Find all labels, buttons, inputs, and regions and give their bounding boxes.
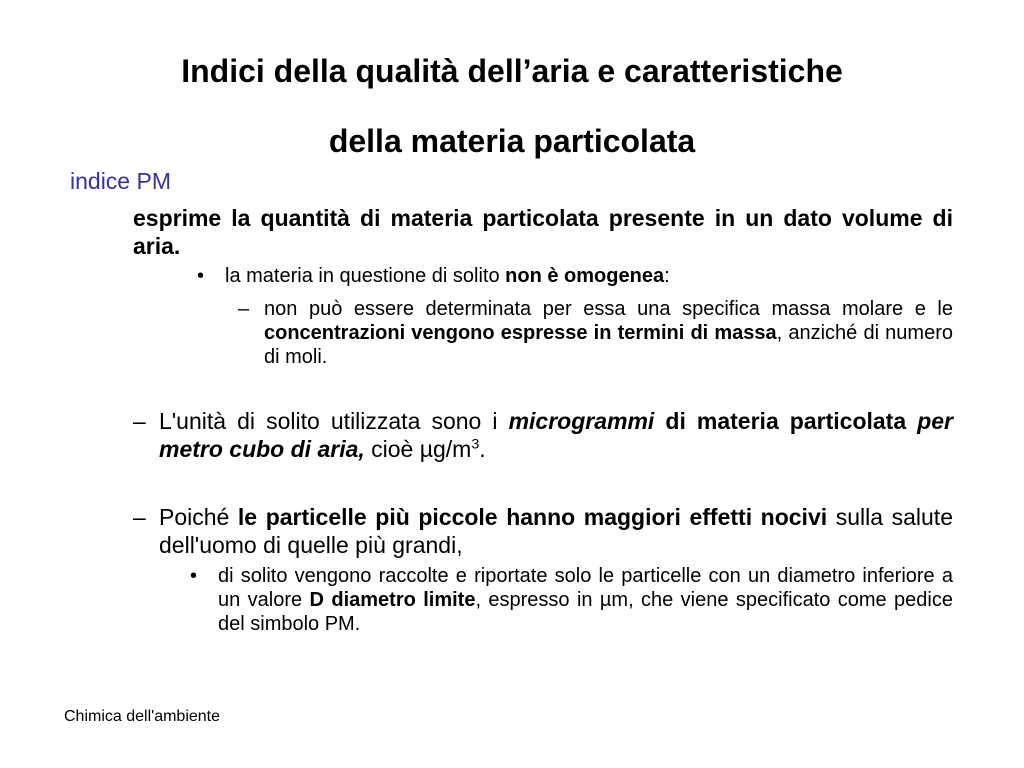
subbullet-text-end: , anziché di numero di moli. bbox=[264, 322, 953, 368]
bullet-bold-text: non è omogenea bbox=[505, 265, 665, 287]
bullet-diametro-content bbox=[218, 564, 953, 636]
subbullet-text: non può essere determinata per essa una specifica massa molare e le bbox=[264, 298, 953, 320]
slide-title bbox=[60, 36, 964, 176]
point-units bbox=[133, 407, 953, 463]
definition-text: esprime la quantità di materia particolata presente in un dato volume di aria. bbox=[133, 205, 953, 259]
dash-marker: – bbox=[133, 408, 146, 434]
point-units-bold-italic: microgrammi bbox=[508, 408, 655, 434]
bullet-marker: • bbox=[190, 565, 198, 587]
bullet-marker: • bbox=[197, 265, 205, 287]
bullet-item-omogenea bbox=[197, 264, 953, 288]
footer-course-name: Chimica dell'ambiente bbox=[64, 708, 221, 725]
slide-title-line-1: Indici della qualità dell’aria e caratteristiche bbox=[181, 53, 843, 89]
bullet-diametro-bold: D diametro limite bbox=[309, 589, 476, 611]
bullet-item-diametro bbox=[190, 564, 953, 636]
point-units-bold: di materia particolata bbox=[654, 408, 918, 434]
point-units-text: L'unità di solito utilizzata sono i bbox=[159, 408, 509, 434]
subheading-indice-pm: indice PM bbox=[70, 168, 171, 194]
dash-marker: – bbox=[238, 298, 250, 320]
subbullet-item-massa bbox=[238, 297, 953, 369]
slide-title-line-2: della materia particolata bbox=[328, 123, 696, 159]
subbullet-bold-text: concentrazioni vengono espresse in termini di massa bbox=[264, 322, 777, 344]
point-size-text-end: sulla salute dell'uomo di quelle più grandi, bbox=[159, 504, 953, 558]
point-size bbox=[133, 503, 953, 559]
point-size-text: Poiché bbox=[159, 504, 238, 530]
point-units-text-end: . bbox=[479, 436, 486, 462]
bullet-diametro-text-end: , espresso in µm, che viene specificato come pedice del simbolo PM. bbox=[218, 589, 953, 635]
subbullet-content bbox=[264, 297, 953, 369]
bullet-text: la materia in questione di solito bbox=[225, 265, 506, 287]
bullet-content bbox=[225, 264, 953, 288]
point-units-superscript: 3 bbox=[471, 436, 480, 453]
bullet-diametro-text: di solito vengono raccolte e riportate solo le particelle con un diametro inferiore a un valore bbox=[218, 565, 953, 611]
point-size-bold: le particelle più piccole hanno maggiori effetti nocivi bbox=[237, 504, 828, 530]
point-size-content bbox=[159, 503, 953, 559]
point-units-bold-italic-2: per metro cubo di aria, bbox=[159, 408, 953, 462]
point-units-content bbox=[159, 407, 953, 463]
bullet-text-end: : bbox=[664, 265, 670, 287]
dash-marker: – bbox=[133, 504, 146, 530]
point-units-unit-text: cioè µg/m bbox=[364, 436, 472, 462]
